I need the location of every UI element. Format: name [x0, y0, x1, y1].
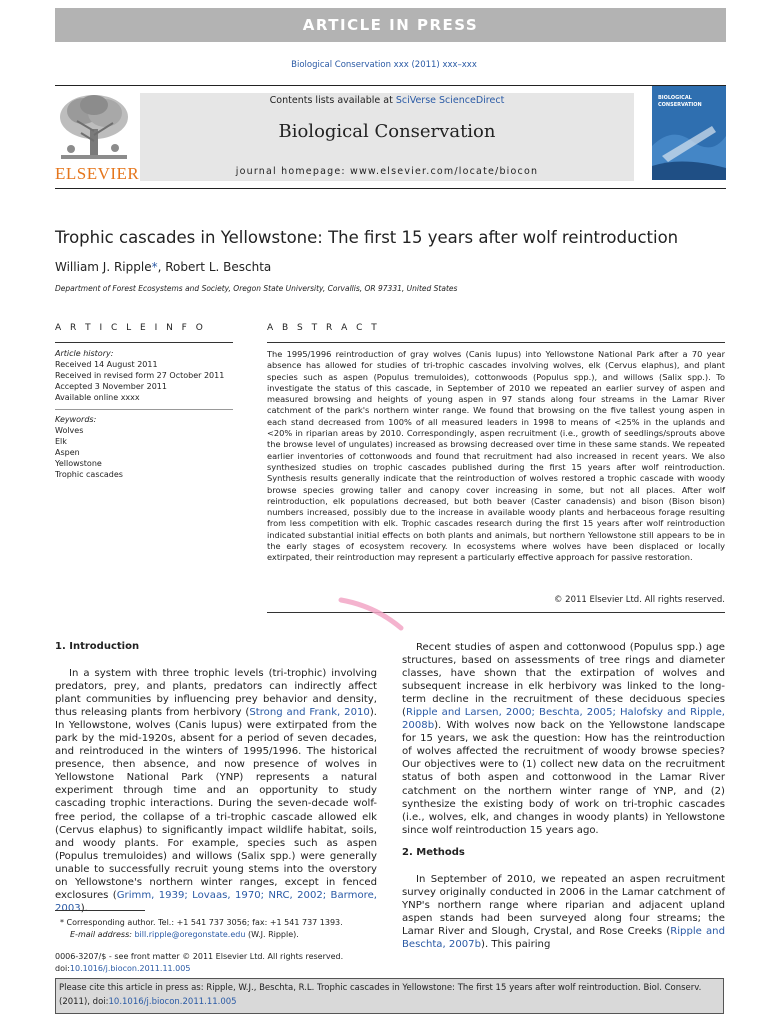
intro-paragraph-2: Recent studies of aspen and cottonwood (Populus spp.) age structures, based on assessments of tree rings and diameter classes, have shown that the extirpation of wolves and subsequent increase in elk herbivory was linked to the long-term decline in the recruitment of these deciduous species (Ripple and Larsen, 2000; Beschta, 2005; Halofsky and Ripple, 2008b). With wolves now back on the Yellowstone landscape for 15 years, we ask the question: How has the reintroduction of wolves affected the recruitment of woody browse species? Our objectives were to (1) collect new data on the recruitment status of both aspen and cottonwood in the Lamar River catchment on the northern winter range of YNP, and (2) synthesize the existing body of work on tri-trophic cascades (i.e., wolves, elk, and changes in woody plants) in Yellowstone since wolf reintroduction 15 years ago. — [402, 642, 725, 836]
abstract-text: The 1995/1996 reintroduction of gray wolves (Canis lupus) into Yellowstone National Park after a 70 year absence has allowed for studies of tri-trophic cascades involving wolves, elk (Cervus elaphus), and plant species such as aspen (Populus tremuloides), cottonwoods (Populus spp.), and willows (Salix spp.). To investigate the status of this cascade, in September of 2010 we repeated an earlier survey of aspen and measured browsing and heights of young aspen in 97 stands along four streams in the Lamar River catchment of the park's northern winter range. We found that browsing on the five tallest young aspen in each stand decreased from 100% of all measured leaders in 1998 to means of <25% in the uplands and <20% in riparian areas by 2010. Correspondingly, aspen recruitment (i.e., growth of seedlings/sprouts above the browse level of ungulates) increased as browsing decreased over time in these same stands. We repeated earlier inventories of cottonwoods and found that recruitment had also increased in recent years. We also synthesized studies on trophic cascades published during the first 15 years after wolf reintroduction. Synthesis results generally indicate that the reintroduction of wolves restored a trophic cascade with woody browse species growing taller and canopy cover increasing in some, but not all places. After wolf reintroduction, elk populations decreased, but both beaver (Caster canadensis) and bison (Bison bison) numbers increased, possibly due to the increase in available woody plants and herbaceous forage resulting from less competition with elk. Trophic cascades research during the first 15 years after wolf reintroduction indicated substantial initial effects on both plants and animals, but northern Yellowstone still appears to be in the early stages of ecosystem recovery. In ecosystems where wolves have been displaced or locally extirpated, their reintroduction may represent a particularly effective approach for passive restoration. — [267, 349, 725, 563]
doi-line: doi:10.1016/j.biocon.2011.11.005 — [55, 964, 191, 973]
journal-homepage[interactable]: journal homepage: www.elsevier.com/locate/biocon — [235, 166, 539, 177]
header-bottom-rule — [55, 188, 726, 189]
intro-paragraph-1: In a system with three trophic levels (tri-trophic) involving predators, prey, and plants, predators can indirectly affect plant communities by influencing prey behavior and density, thus releasing plants from herbivory (Strong and Frank, 2010). In Yellowstone, wolves (Canis lupus) were extirpated from the park by the mid-1920s, absent for a period of seven decades, and reintroduced in the winters of 1995/1996. The historical presence, then absence, and now presence of wolves in Yellowstone National Park (YNP) represents a natural experiment through time and an opportunity to study cascading trophic interactions. During the seven-decade wolf-free period, the collapse of a tri-trophic cascade allowed elk (Cervus elaphus) to significantly impact wildlife habitat, soils, and woody plants. For example, species such as aspen (Populus tremuloides) and willows (Salix spp.) were generally unable to successfully recruit young stems into the overstory on Yellowstone's northern winter ranges, except in fenced exclosures (Grimm, 1939; Lovaas, 1970; NRC, 2002; Barmore, 2003). — [55, 668, 377, 914]
header-top-rule — [55, 85, 726, 86]
doi-link[interactable]: 10.1016/j.biocon.2011.11.005 — [69, 964, 191, 973]
highlighter-mark — [335, 592, 415, 638]
contents-prefix: Contents lists available at — [269, 95, 396, 106]
citation-link[interactable]: Strong and Frank, 2010 — [249, 707, 370, 719]
cite-text: Please cite this article in press as: Ripple, W.J., Beschta, R.L. Trophic cascades in Yellowstone: The first 15 years after wolf reintroduction. Biol. Conserv. (2011), doi: — [59, 983, 702, 1007]
article-in-press-banner: ARTICLE IN PRESS — [55, 8, 726, 42]
contents-line — [140, 95, 634, 106]
cover-wave-icon — [652, 86, 726, 180]
author-affiliation: Department of Forest Ecosystems and Society, Oregon State University, Corvallis, OR 97331, United States — [55, 284, 458, 293]
abstract-copyright: © 2011 Elsevier Ltd. All rights reserved. — [553, 595, 725, 605]
citation-link[interactable]: Grimm, 1939; Lovaas, 1970; NRC, 2002; Barmore, 2003 — [55, 889, 377, 914]
corresponding-author-marker[interactable]: * — [151, 260, 158, 274]
history-revised: Received in revised form 27 October 2011 — [55, 371, 225, 380]
history-label: Article history: — [55, 349, 114, 358]
journal-citation-link[interactable]: Biological Conservation xxx (2011) xxx–xxx — [291, 60, 477, 70]
author-list — [55, 260, 271, 274]
introduction-heading: 1. Introduction — [55, 641, 140, 652]
methods-paragraph: In September of 2010, we repeated an aspen recruitment survey originally conducted in 2006 in the Lamar catchment of YNP's northern range where riparian and adjacent upland aspen stands had been surveyed along four streams; the Lamar River and Slough, Crystal, and Rose Creeks (Ripple and Beschta, 2007b). This pairing — [402, 874, 725, 951]
keyword: Yellowstone — [55, 459, 102, 468]
keyword: Wolves — [55, 426, 84, 435]
elsevier-tree-icon — [55, 91, 133, 166]
article-info — [55, 348, 233, 480]
journal-title: Biological Conservation — [278, 121, 496, 142]
email-line: E-mail address: bill.ripple@oregonstate.edu (W.J. Ripple). — [70, 930, 299, 939]
article-info-heading: A R T I C L E I N F O — [55, 323, 206, 333]
journal-cover-image — [652, 86, 726, 180]
citation-link[interactable]: Ripple and Larsen, 2000; Beschta, 2005; Halofsky and Ripple, 2008b — [402, 707, 725, 732]
keyword: Aspen — [55, 448, 80, 457]
sciencedirect-link[interactable]: SciVerse ScienceDirect — [395, 95, 505, 106]
abstract-body — [267, 349, 725, 564]
history-accepted: Accepted 3 November 2011 — [55, 382, 167, 391]
elsevier-wordmark: ELSEVIER — [55, 164, 140, 183]
keyword: Elk — [55, 437, 67, 446]
info-divider — [55, 409, 233, 410]
author-separator: , — [157, 260, 166, 274]
article-title: Trophic cascades in Yellowstone: The first 15 years after wolf reintroduction — [55, 228, 679, 247]
cite-this-article-box — [55, 978, 724, 1014]
info-rule — [55, 342, 233, 343]
abstract-heading: A B S T R A C T — [267, 323, 380, 333]
author-name[interactable]: Robert L. Beschta — [165, 260, 272, 274]
author-name[interactable]: William J. Ripple — [55, 260, 152, 274]
email-link[interactable]: bill.ripple@oregonstate.edu — [134, 930, 246, 939]
history-received: Received 14 August 2011 — [55, 360, 158, 369]
history-online: Available online xxxx — [55, 393, 140, 402]
issn-line: 0006-3207/$ - see front matter © 2011 Elsevier Ltd. All rights reserved. — [55, 952, 344, 961]
methods-heading: 2. Methods — [402, 847, 465, 858]
keyword: Trophic cascades — [55, 470, 123, 479]
corresponding-author-note: * Corresponding author. Tel.: +1 541 737 3056; fax: +1 541 737 1393. — [60, 918, 343, 927]
cite-doi-link[interactable]: 10.1016/j.biocon.2011.11.005 — [108, 997, 237, 1007]
citation-link[interactable]: Ripple and Beschta, 2007b — [402, 926, 725, 951]
cover-title: BIOLOGICAL CONSERVATION — [658, 95, 702, 108]
footnote-rule — [55, 910, 145, 911]
keywords-label: Keywords: — [55, 415, 97, 424]
abstract-rule — [267, 342, 725, 343]
